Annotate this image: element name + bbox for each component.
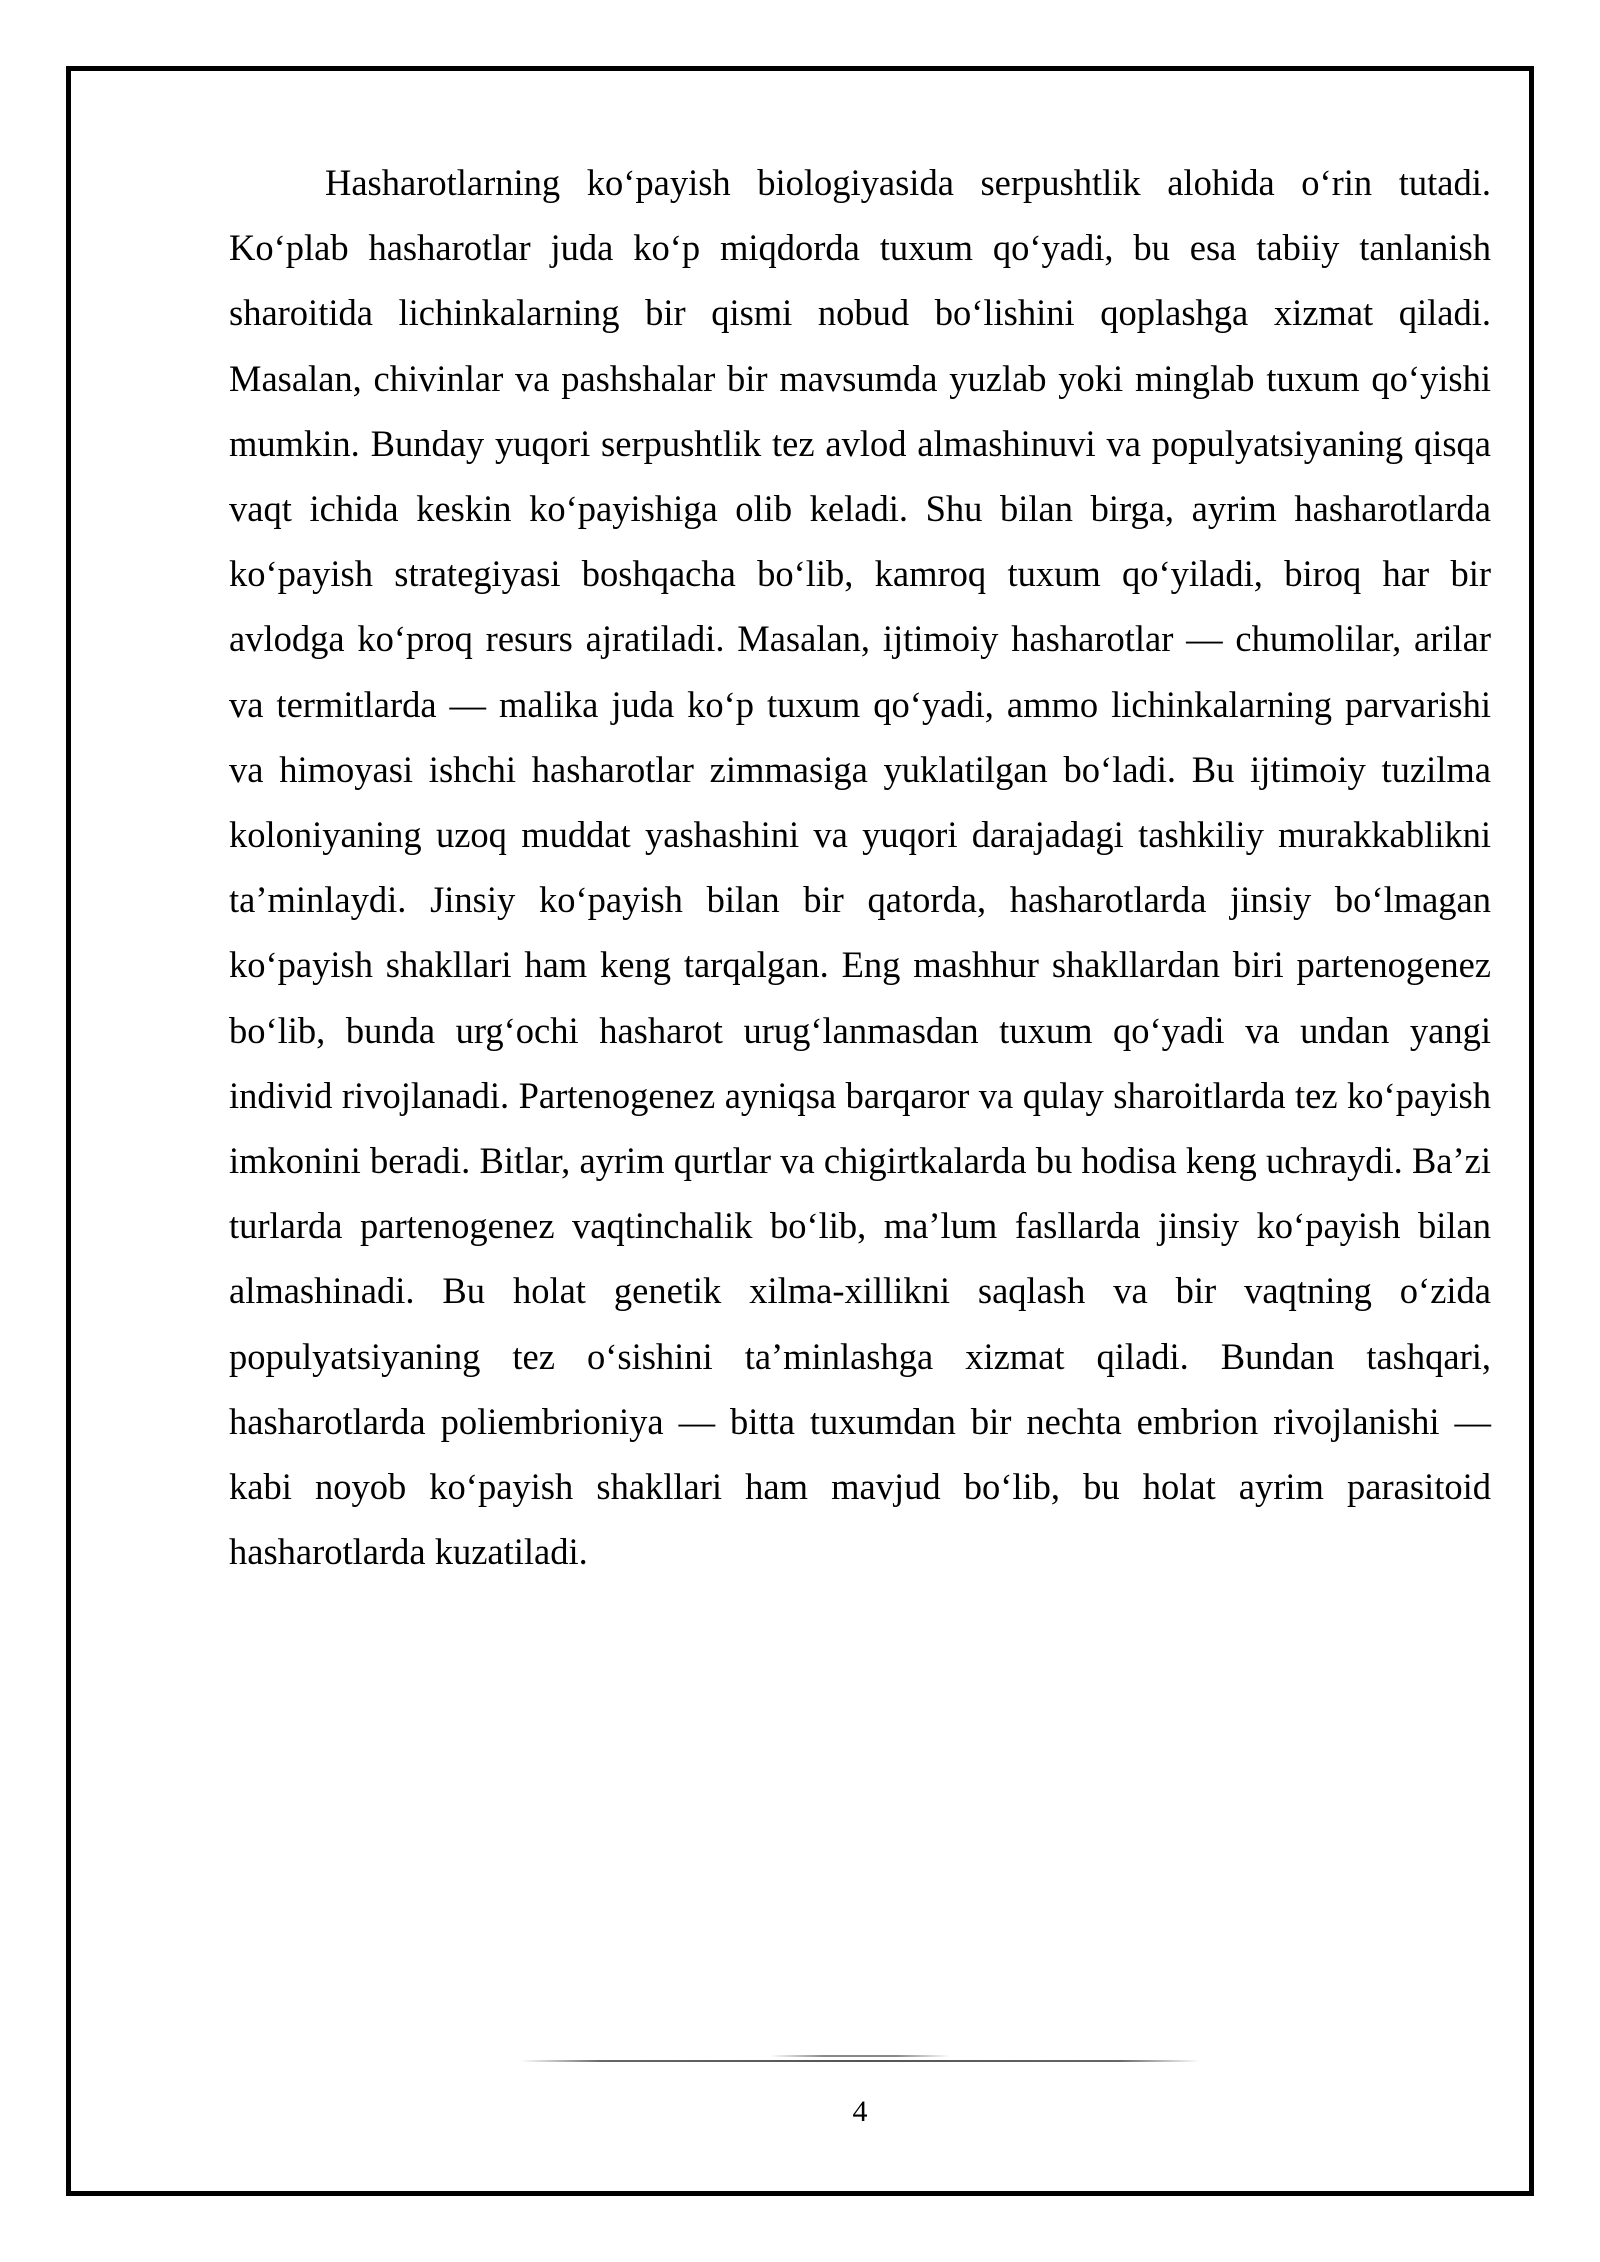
footer-divider — [520, 2060, 1200, 2062]
footer-rule-accent — [770, 2055, 950, 2057]
page-number: 4 — [852, 2095, 868, 2128]
body-paragraph: Hasharotlarning ko‘payish biologiyasida serpushtlik alohida o‘rin tutadi. Ko‘plab hasharotlar juda ko‘p miqdorda tuxum qo‘yadi, bu esa tabiiy tanlanish sharoitida lichinkalarning bir qismi nobud bo‘lishini qoplashga xizmat qiladi. Masalan, chivinlar va pashshalar bir mavsumda yuzlab yoki minglab tuxum qo‘yishi mumkin. Bunday yuqori serpushtlik tez avlod almashinuvi va populyatsiyaning qisqa vaqt ichida keskin ko‘payishiga olib keladi. Shu bilan birga, ayrim hasharotlarda ko‘payish strategiyasi boshqacha bo‘lib, kamroq tuxum qo‘yiladi, biroq har bir avlodga ko‘proq resurs ajratiladi. Masalan, ijtimoiy hasharotlar — chumolilar, arilar va termitlarda — malika juda ko‘p tuxum qo‘yadi, ammo lichinkalarning parvarishi va himoyasi ishchi hasharotlar zimmasiga yuklatilgan bo‘ladi. Bu ijtimoiy tuzilma koloniyaning uzoq muddat yashashini va yuqori darajadagi tashkiliy murakkablikni ta’minlaydi. Jinsiy ko‘payish bilan bir qatorda, hasharotlarda jinsiy bo‘lmagan ko‘payish shakllari ham keng tarqalgan. Eng mashhur shakllardan biri partenogenez bo‘lib, bunda urg‘ochi hasharot urug‘lanmasdan tuxum qo‘yadi va undan yangi individ rivojlanadi. Partenogenez ayniqsa barqaror va qulay sharoitlarda tez ko‘payish imkonini beradi. Bitlar, ayrim qurtlar va chigirtkalarda bu hodisa keng uchraydi. Ba’zi turlarda partenogenez vaqtinchalik bo‘lib, ma’lum fasllarda jinsiy ko‘payish bilan almashinadi. Bu holat genetik xilma-xillikni saqlash va bir vaqtning o‘zida populyatsiyaning tez o‘sishini ta’minlashga xizmat qiladi. Bundan tashqari, hasharotlarda poliembrioniya — bitta tuxumdan bir nechta embrion rivojlanishi — kabi noyob ko‘payish shakllari ham mavjud bo‘lib, bu holat ayrim parasitoid hasharotlarda kuzatiladi. — [229, 162, 1491, 1573]
